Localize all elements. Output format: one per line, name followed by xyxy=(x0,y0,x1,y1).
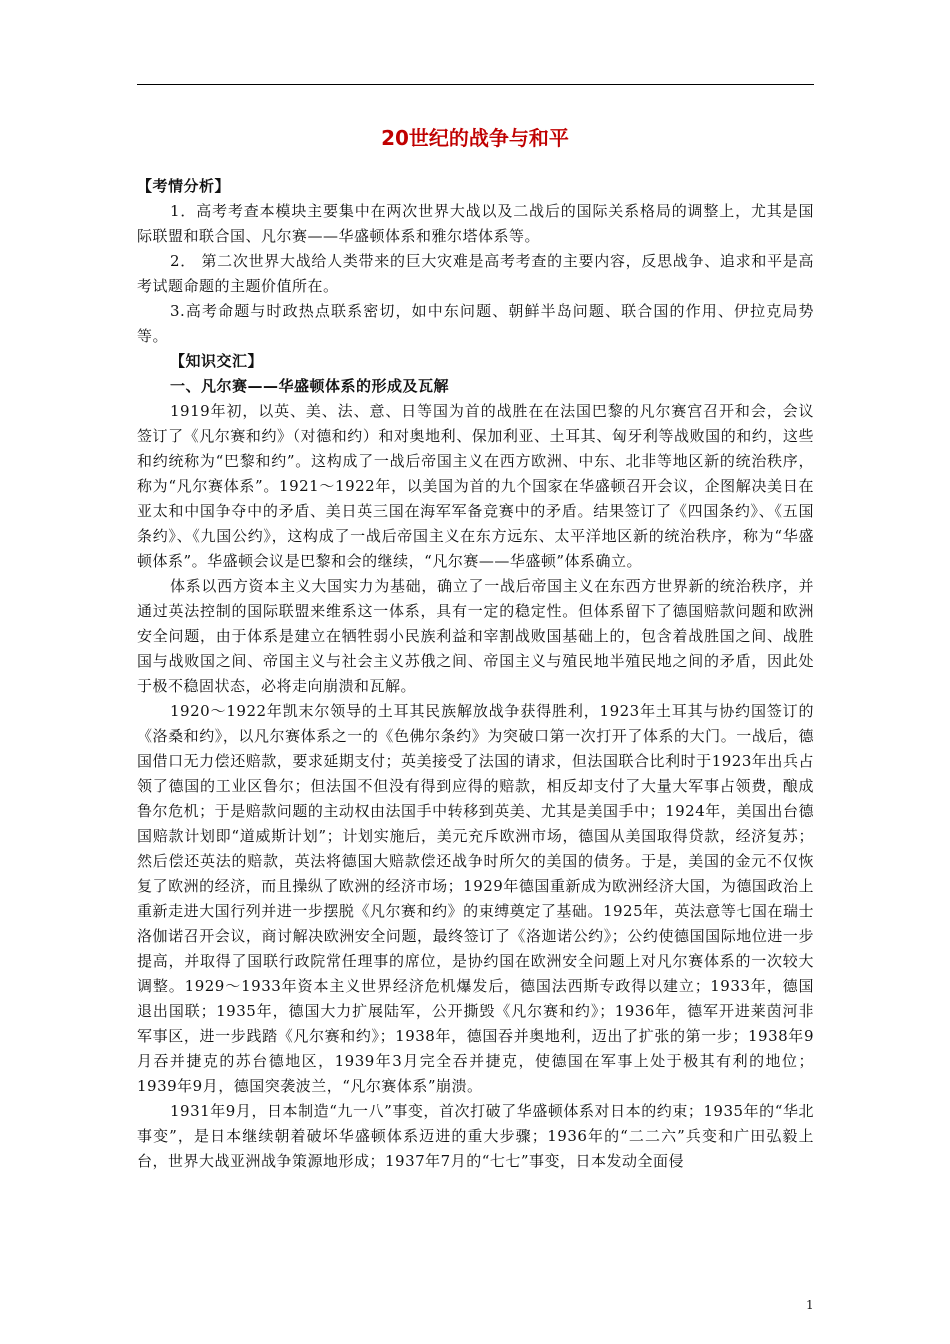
page-number: 1 xyxy=(806,1298,814,1312)
body-paragraph-2: 体系以西方资本主义大国实力为基础，确立了一战后帝国主义在东西方世界新的统治秩序，并通过英法控制的国际联盟来维系这一体系，具有一定的稳定性。但体系留下了德国赔款问题和欧洲安全问题，由于体系是建立在牺牲弱小民族利益和宰割战败国基础上的，包含着战胜国之间、战胜国与战败国之间、帝国主义与社会主义苏俄之间、帝国主义与殖民地半殖民地之间的矛盾，因此处于极不稳固状态，必将走向崩溃和瓦解。 xyxy=(137,577,814,695)
document-body xyxy=(137,174,814,1174)
page-title: 20世纪的战争与和平 xyxy=(381,126,569,150)
body-paragraph-4: 1931年9月，日本制造“九一八”事变，首次打破了华盛顿体系对日本的约束；1935年的“华北事变”，是日本继续朝着破坏华盛顿体系迈进的重大步骤；1936年的“二二六”兵变和广田弘毅上台，世界大战亚洲战争策源地形成；1937年7月的“七七”事变，日本发动全面侵 xyxy=(137,1102,814,1170)
header-rule xyxy=(137,84,814,85)
body-paragraph-3: 1920～1922年凯末尔领导的土耳其民族解放战争获得胜利，1923年土耳其与协约国签订的《洛桑和约》，以凡尔赛体系之一的《色佛尔条约》为突破口第一次打开了体系的大门。一战后，德国借口无力偿还赔款，要求延期支付；英美接受了法国的请求，但法国联合比利时于1923年出兵占领了德国的工业区鲁尔；但法国不但没有得到应得的赔款，相反却支付了大量大军事占领费，酿成鲁尔危机；于是赔款问题的主动权由法国手中转移到英美、尤其是美国手中；1924年，美国出台德国赔款计划即“道威斯计划”；计划实施后，美元充斥欧洲市场，德国从美国取得贷款，经济复苏；然后偿还英法的赔款，英法将德国大赔款偿还战争时所欠的美国的债务。于是，美国的金元不仅恢复了欧洲的经济，而且操纵了欧洲的经济市场；1929年德国重新成为欧洲经济大国，为德国政治上重新走进大国行列并进一步摆脱《凡尔赛和约》的束缚奠定了基础。1925年，英法意等七国在瑞士洛伽诺召开会议，商讨解决欧洲安全问题，最终签订了《洛迦诺公约》；公约使德国国际地位进一步提高，并取得了国联行政院常任理事的席位，是协约国在欧洲安全问题上对凡尔赛体系的一次较大调整。1929～1933年资本主义世界经济危机爆发后，德国法西斯专政得以建立；1933年，德国退出国联；1935年，德国大力扩展陆军，公开撕毁《凡尔赛和约》；1936年，德军开进莱茵河非军事区，进一步践踏《凡尔赛和约》；1938年，德国吞并奥地利，迈出了扩张的第一步；1938年9月吞并捷克的苏台德地区，1939年3月完全吞并捷克，使德国在军事上处于极其有利的地位；1939年9月，德国突袭波兰，“凡尔赛体系”崩溃。 xyxy=(137,702,814,1095)
knowledge-heading: 【知识交汇】 xyxy=(170,352,264,370)
exam-analysis-item-2: 2． 第二次世界大战给人类带来的巨大灾难是高考考查的主要内容，反思战争、追求和平是高考试题命题的主题价值所在。 xyxy=(137,252,814,295)
exam-analysis-item-1: 1．高考考查本模块主要集中在两次世界大战以及二战后的国际关系格局的调整上，尤其是国际联盟和联合国、凡尔赛——华盛顿体系和雅尔塔体系等。 xyxy=(137,202,814,245)
body-paragraph-1: 1919年初，以英、美、法、意、日等国为首的战胜在在法国巴黎的凡尔赛宫召开和会，会议签订了《凡尔赛和约》（对德和约）和对奥地利、保加利亚、土耳其、匈牙利等战败国的和约，这些和约统称为“巴黎和约”。这构成了一战后帝国主义在西方欧洲、中东、北非等地区新的统治秩序，称为“凡尔赛体系”。1921～1922年，以美国为首的九个国家在华盛顿召开会议，企图解决美日在亚太和中国争夺中的矛盾、美日英三国在海军军备竞赛中的矛盾。结果签订了《四国条约》、《五国条约》、《九国公约》，这构成了一战后帝国主义在东方远东、太平洋地区新的统治秩序，称为“华盛顿体系”。华盛顿会议是巴黎和会的继续，“凡尔赛——华盛顿”体系确立。 xyxy=(137,402,814,570)
exam-analysis-heading: 【考情分析】 xyxy=(137,177,231,195)
exam-analysis-item-3: 3.高考命题与时政热点联系密切，如中东问题、朝鲜半岛问题、联合国的作用、伊拉克局势等。 xyxy=(137,302,814,345)
section-1-heading: 一、凡尔赛——华盛顿体系的形成及瓦解 xyxy=(170,377,450,395)
